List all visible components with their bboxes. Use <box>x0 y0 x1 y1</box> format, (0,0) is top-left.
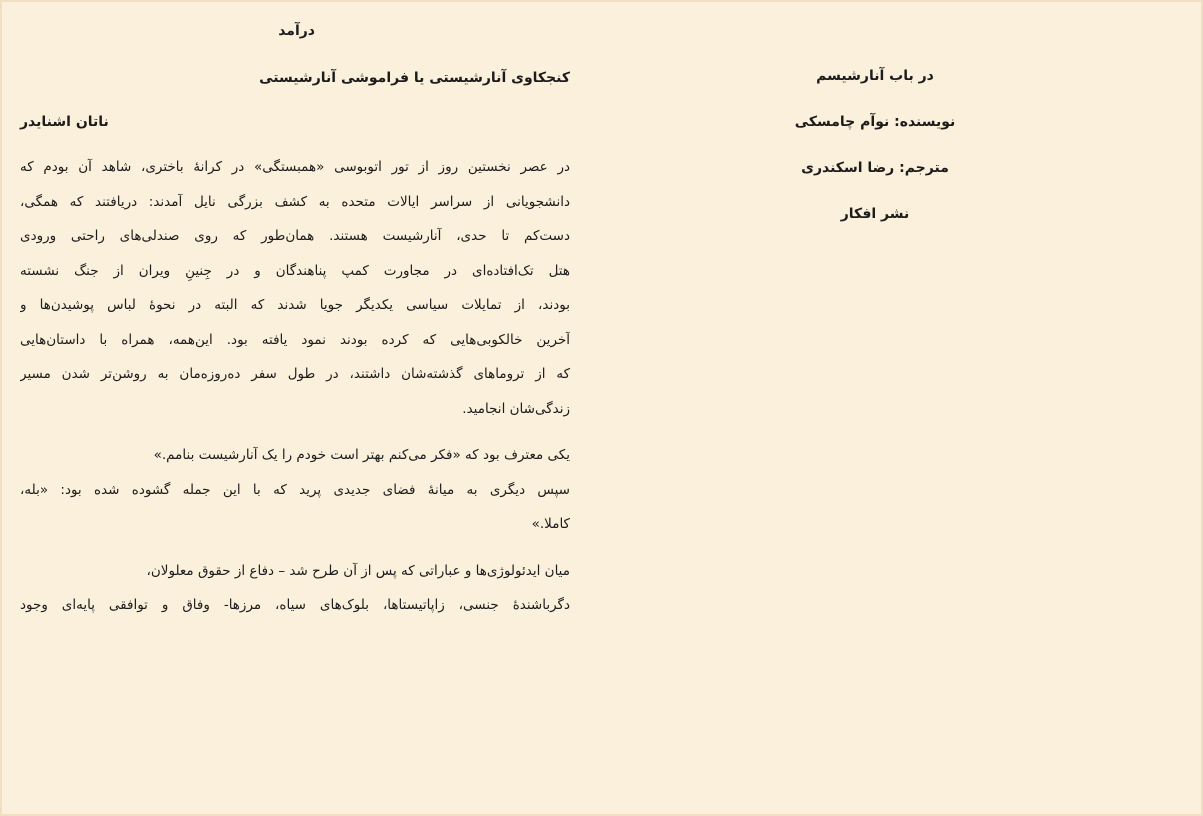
paragraph-1 <box>20 150 570 426</box>
article-title: کنجکاوی آنارشیستی یا فراموشی آنارشیستی <box>259 70 570 86</box>
book-publisher: نشر افکار <box>840 206 910 222</box>
text-line: بودند، از تمایلات سیاسی یکدیگر جویا شدند که البته در نحوهٔ لباس پوشیدن‌ها و <box>20 297 570 313</box>
text-line: دگرباشندهٔ جنسی، زاپاتیستاها، بلوک‌های سیاه، مرزها- وفاق و توافقی پایه‌ای وجود <box>20 597 570 613</box>
text-line: سپس دیگری به میانهٔ فضای جدیدی پرید که با این جمله گشوده شده بود: «بله، <box>20 481 570 498</box>
book-title: در باب آنارشیسم <box>816 68 934 84</box>
text-line: که از تروماهای گذشته‌شان داشتند، در طول سفر ده‌روزه‌مان به روشن‌تر شدن مسیر <box>20 366 570 382</box>
text-line: در عصر نخستین روز از تور اتوبوسی «همبستگی» در کرانهٔ باختری، شاهد آن بودم که <box>20 159 570 175</box>
book-info-panel <box>790 62 960 246</box>
text-line: کاملا.» <box>531 516 570 532</box>
text-line: میان ایدئولوژی‌ها و عباراتی که پس از آن طرح شد – دفاع از حقوق معلولان، <box>146 562 570 579</box>
text-line: هتل تک‌افتاده‌ای در مجاورت کمپ پناهندگان و در جِنینِ ویران از جنگ نشسته <box>20 262 570 279</box>
text-line: دست‌کم تا حدی، آنارشیست هستند. همان‌طور که روی صندلی‌های راحتی ورودی <box>20 228 570 244</box>
article-author: ناتان اشنایدر <box>20 114 109 130</box>
text-line: زندگی‌شان انجامید. <box>462 400 570 417</box>
text-line: یکی معترف بود که «فکر می‌کنم بهتر است خودم را یک آنارشیست بنامم.» <box>153 447 570 463</box>
text-line: آخرین خالکوبی‌هایی که کرده بودند نمود یافته بود. این‌همه، همراه با داستان‌هایی <box>20 331 570 348</box>
book-translator: مترجم: رضا اسکندری <box>801 160 949 176</box>
paragraph-2 <box>20 438 570 542</box>
article-body <box>20 14 570 623</box>
book-author: نویسنده: نوآم چامسکی <box>794 114 956 130</box>
paragraph-3 <box>20 554 570 623</box>
section-title: درآمد <box>278 23 315 39</box>
text-line: دانشجویانی از سراسر ایالات متحده به کشف بزرگی نایل آمدند: دریافتند که همگی، <box>20 193 570 210</box>
